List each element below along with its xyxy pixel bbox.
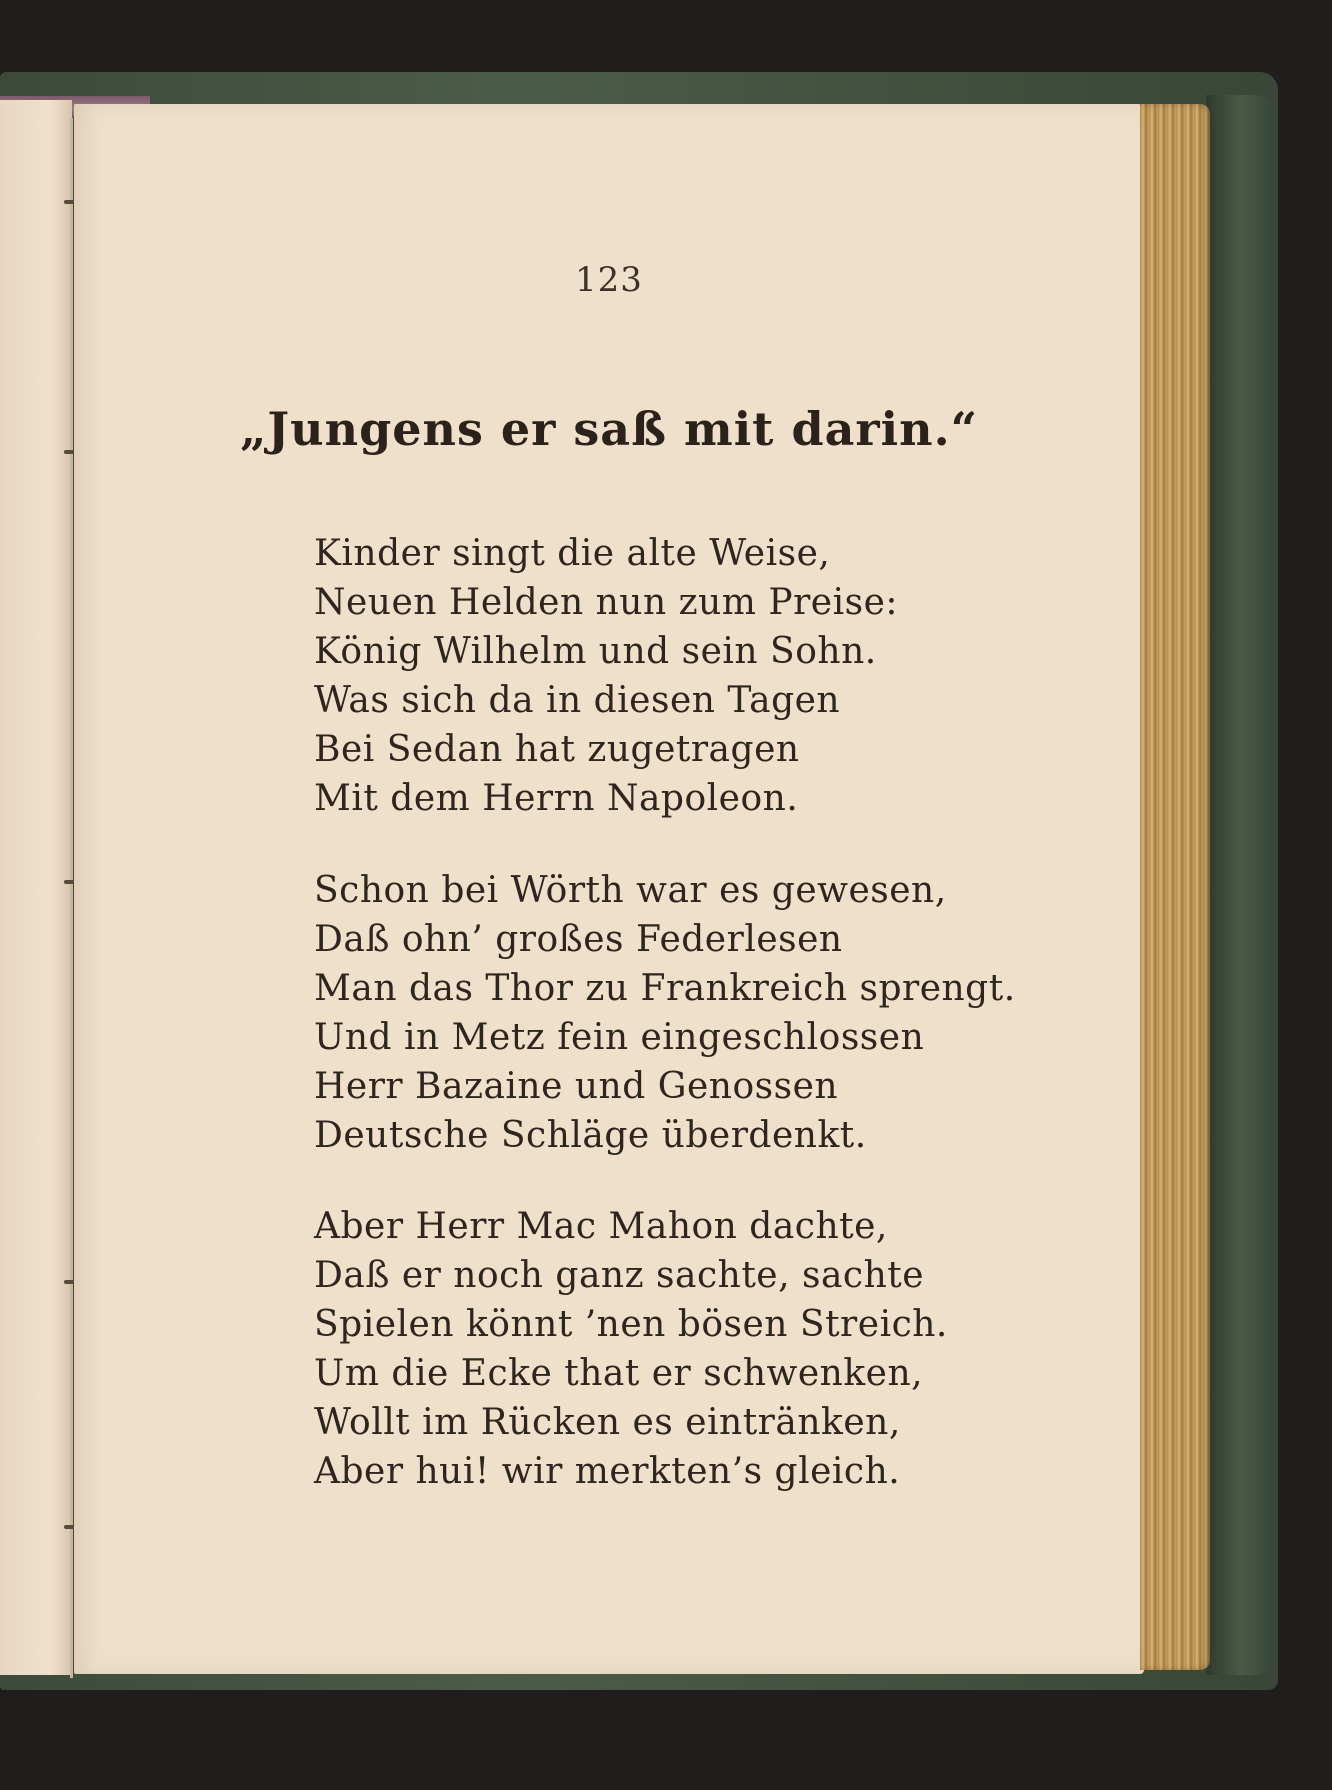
- poem-line: Wollt im Rücken es eintränken,: [314, 1402, 901, 1443]
- poem-line: Und in Metz fein eingeschlossen: [314, 1017, 925, 1058]
- poem-line: Kinder singt die alte Weise,: [314, 533, 831, 574]
- stanza-3: [314, 1202, 948, 1496]
- poem-line: Neuen Helden nun zum Preise:: [314, 582, 899, 623]
- poem-line: König Wilhelm und sein Sohn.: [314, 631, 877, 672]
- book-page: [74, 104, 1144, 1674]
- stanza-2: [314, 866, 1016, 1160]
- poem-line: Aber Herr Mac Mahon dachte,: [314, 1206, 888, 1247]
- previous-page-edge: [0, 100, 72, 1675]
- poem-line: Spielen könnt ’nen bösen Streich.: [314, 1304, 948, 1345]
- poem-line: Man das Thor zu Frankreich sprengt.: [314, 968, 1016, 1009]
- book-cover-edge: [1206, 95, 1276, 1675]
- poem-line: Mit dem Herrn Napoleon.: [314, 778, 799, 819]
- poem-line: Was sich da in diesen Tagen: [314, 680, 841, 721]
- page-number: 123: [575, 260, 643, 300]
- poem-line: Herr Bazaine und Genossen: [314, 1066, 839, 1107]
- poem-title: „Jungens er saß mit darin.“: [239, 402, 979, 456]
- poem-line: Schon bei Wörth war es gewesen,: [314, 870, 947, 911]
- poem-line: Bei Sedan hat zugetragen: [314, 729, 800, 770]
- poem-line: Daß ohn’ großes Federlesen: [314, 919, 843, 960]
- poem-line: Um die Ecke that er schwenken,: [314, 1353, 924, 1394]
- stanza-1: [314, 529, 898, 823]
- gutter-line: [70, 118, 73, 1678]
- poem-line: Aber hui! wir merkten’s gleich.: [314, 1451, 901, 1492]
- gilt-page-edges: [1140, 104, 1210, 1670]
- poem-line: Deutsche Schläge überdenkt.: [314, 1115, 867, 1156]
- poem-line: Daß er noch ganz sachte, sachte: [314, 1255, 925, 1296]
